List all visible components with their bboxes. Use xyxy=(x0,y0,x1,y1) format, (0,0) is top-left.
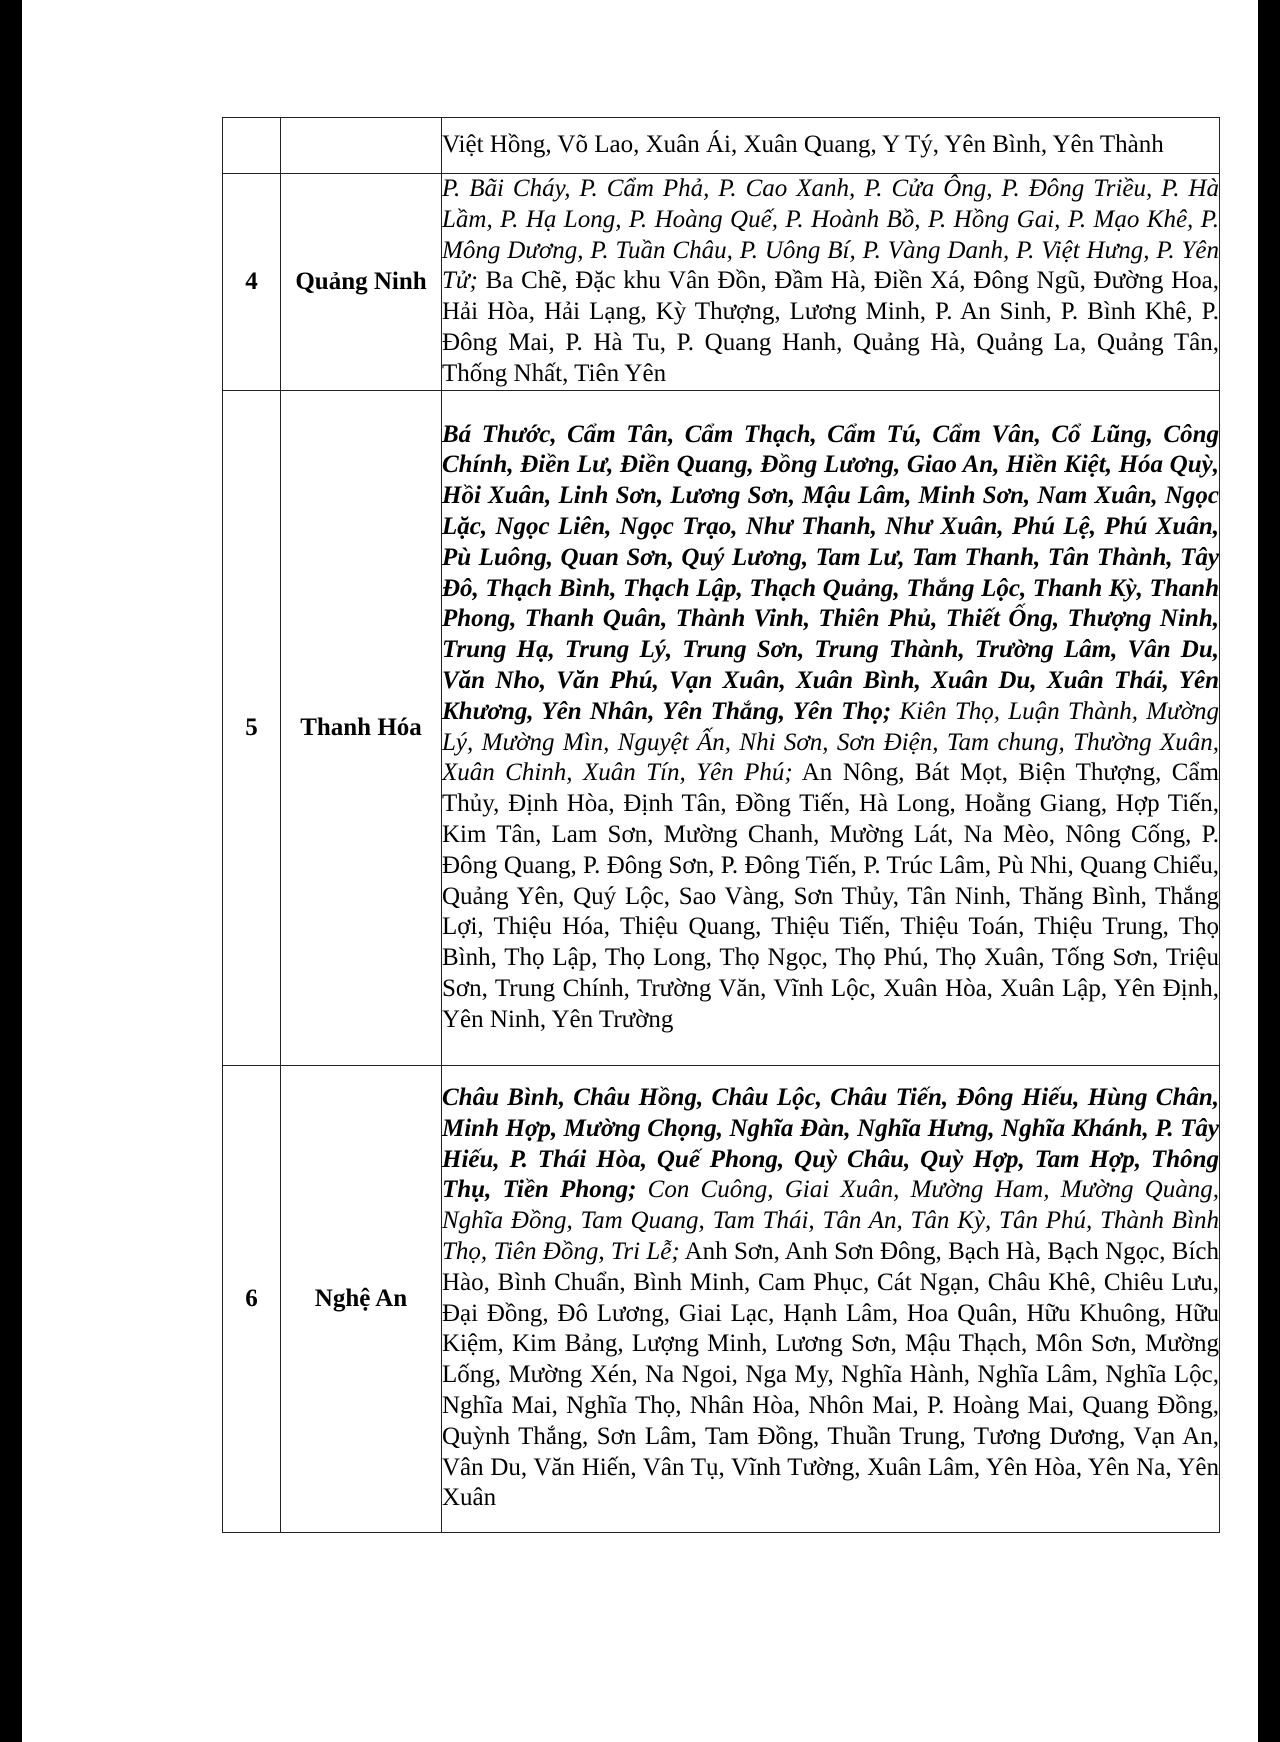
commune-list-bold-italic: Châu Bình, Châu Hồng, Châu Lộc, Châu Tiến, Đông Hiếu, Hùng Chân, Minh Hợp, Mường Chọng, Nghĩa Đàn, Nghĩa Hưng, Nghĩa Khánh, P. Tây Hiếu, P. Thái Hòa, Quế Phong, Quỳ Châu, Quỳ Hợp, Tam Hợp, Thông Thụ, Tiền Phong; xyxy=(442,1084,1219,1204)
commune-list-bold-italic: Bá Thước, Cẩm Tân, Cẩm Thạch, Cẩm Tú, Cẩm Vân, Cổ Lũng, Công Chính, Điền Lư, Điền Quang, Đồng Lương, Giao An, Hiền Kiệt, Hóa Quỳ, Hồi Xuân, Linh Sơn, Lương Sơn, Mậu Lâm, Minh Sơn, Nam Xuân, Ngọc Lặc, Ngọc Liên, Ngọc Trạo, Như Thanh, Như Xuân, Phú Lệ, Phú Xuân, Pù Luông, Quan Sơn, Quý Lương, Tam Lư, Tam Thanh, Tân Thành, Tây Đô, Thạch Bình, Thạch Lập, Thạch Quảng, Thắng Lộc, Thanh Kỳ, Thanh Phong, Thanh Quân, Thành Vinh, Thiên Phủ, Thiết Ống, Thượng Ninh, Trung Hạ, Trung Lý, Trung Sơn, Trung Thành, Trường Lâm, Vân Du, Văn Nho, Văn Phú, Vạn Xuân, Xuân Bình, Xuân Du, Xuân Thái, Yên Khương, Yên Nhân, Yên Thắng, Yên Thọ; xyxy=(442,420,1219,725)
document-page xyxy=(22,0,1258,1742)
row-number: 5 xyxy=(223,390,281,1065)
commune-list-regular: Anh Sơn, Anh Sơn Đông, Bạch Hà, Bạch Ngọc, Bích Hào, Bình Chuẩn, Bình Minh, Cam Phục, Cát Ngạn, Châu Khê, Chiêu Lưu, Đại Đồng, Đô Lương, Giai Lạc, Hạnh Lâm, Hoa Quân, Hữu Khuông, Hữu Kiệm, Kim Bảng, Lượng Minh, Lương Sơn, Mậu Thạch, Môn Sơn, Mường Lống, Mường Xén, Na Ngoi, Nga My, Nghĩa Hành, Nghĩa Lâm, Nghĩa Lộc, Nghĩa Mai, Nghĩa Thọ, Nhân Hòa, Nhôn Mai, P. Hoàng Mai, Quang Đồng, Quỳnh Thắng, Sơn Lâm, Tam Đồng, Thuần Trung, Tương Dương, Vạn An, Vân Du, Văn Hiến, Vân Tụ, Vĩnh Tường, Xuân Lâm, Yên Hòa, Yên Na, Yên Xuân xyxy=(442,1237,1219,1512)
commune-list-regular: Việt Hồng, Võ Lao, Xuân Ái, Xuân Quang, Y Tý, Yên Bình, Yên Thành xyxy=(442,131,1164,159)
commune-list-regular: Ba Chẽ, Đặc khu Vân Đồn, Đầm Hà, Điền Xá, Đông Ngũ, Đường Hoa, Hải Hòa, Hải Lạng, Kỳ Thượng, Lương Minh, P. An Sinh, P. Bình Khê, P. Đông Mai, P. Hà Tu, P. Quang Hanh, Quảng Hà, Quảng La, Quảng Tân, Thống Nhất, Tiên Yên xyxy=(442,267,1219,387)
table-row xyxy=(223,118,1220,174)
province-name xyxy=(281,118,442,174)
commune-list-italic: Kiên Thọ, Luận Thành, Mường Lý, Mường Mìn, Nguyệt Ấn, Nhi Sơn, Sơn Điện, Tam chung, Thường Xuân, Xuân Chinh, Xuân Tín, Yên Phú; xyxy=(442,697,1219,787)
commune-list xyxy=(442,118,1220,174)
commune-list xyxy=(442,390,1220,1065)
commune-list-regular: An Nông, Bát Mọt, Biện Thượng, Cẩm Thủy, Định Hòa, Định Tân, Đồng Tiến, Hà Long, Hoằng Giang, Hợp Tiến, Kim Tân, Lam Sơn, Mường Chanh, Mường Lát, Na Mèo, Nông Cống, P. Đông Quang, P. Đông Sơn, P. Đông Tiến, P. Trúc Lâm, Pù Nhi, Quang Chiểu, Quảng Yên, Quý Lộc, Sao Vàng, Sơn Thủy, Tân Ninh, Thăng Bình, Thắng Lợi, Thiệu Hóa, Thiệu Quang, Thiệu Tiến, Thiệu Toán, Thiệu Trung, Thọ Bình, Thọ Lập, Thọ Long, Thọ Ngọc, Thọ Phú, Thọ Xuân, Tống Sơn, Triệu Sơn, Trung Chính, Trường Văn, Vĩnh Lộc, Xuân Hòa, Xuân Lập, Yên Định, Yên Ninh, Yên Trường xyxy=(442,759,1219,1033)
row-number xyxy=(223,118,281,174)
province-name: Thanh Hóa xyxy=(281,390,442,1065)
commune-list-italic: P. Bãi Cháy, P. Cẩm Phả, P. Cao Xanh, P. Cửa Ông, P. Đông Triều, P. Hà Lầm, P. Hạ Long, P. Hoàng Quế, P. Hoành Bồ, P. Hồng Gai, P. Mạo Khê, P. Mông Dương, P. Tuần Châu, P. Uông Bí, P. Vàng Danh, P. Việt Hưng, P. Yên Tử; xyxy=(442,175,1219,295)
commune-list xyxy=(442,1065,1220,1532)
row-number: 6 xyxy=(223,1065,281,1532)
province-name: Nghệ An xyxy=(281,1065,442,1532)
commune-list-italic: Con Cuông, Giai Xuân, Mường Ham, Mường Quàng, Nghĩa Đồng, Tam Quang, Tam Thái, Tân An, Tân Kỳ, Tân Phú, Thành Bình Thọ, Tiên Đồng, Tri Lễ; xyxy=(442,1176,1219,1265)
province-name: Quảng Ninh xyxy=(281,174,442,391)
commune-table xyxy=(222,117,1220,1533)
table-row xyxy=(223,174,1220,391)
commune-list xyxy=(442,174,1220,391)
row-number: 4 xyxy=(223,174,281,391)
table-row xyxy=(223,1065,1220,1532)
table-row xyxy=(223,390,1220,1065)
